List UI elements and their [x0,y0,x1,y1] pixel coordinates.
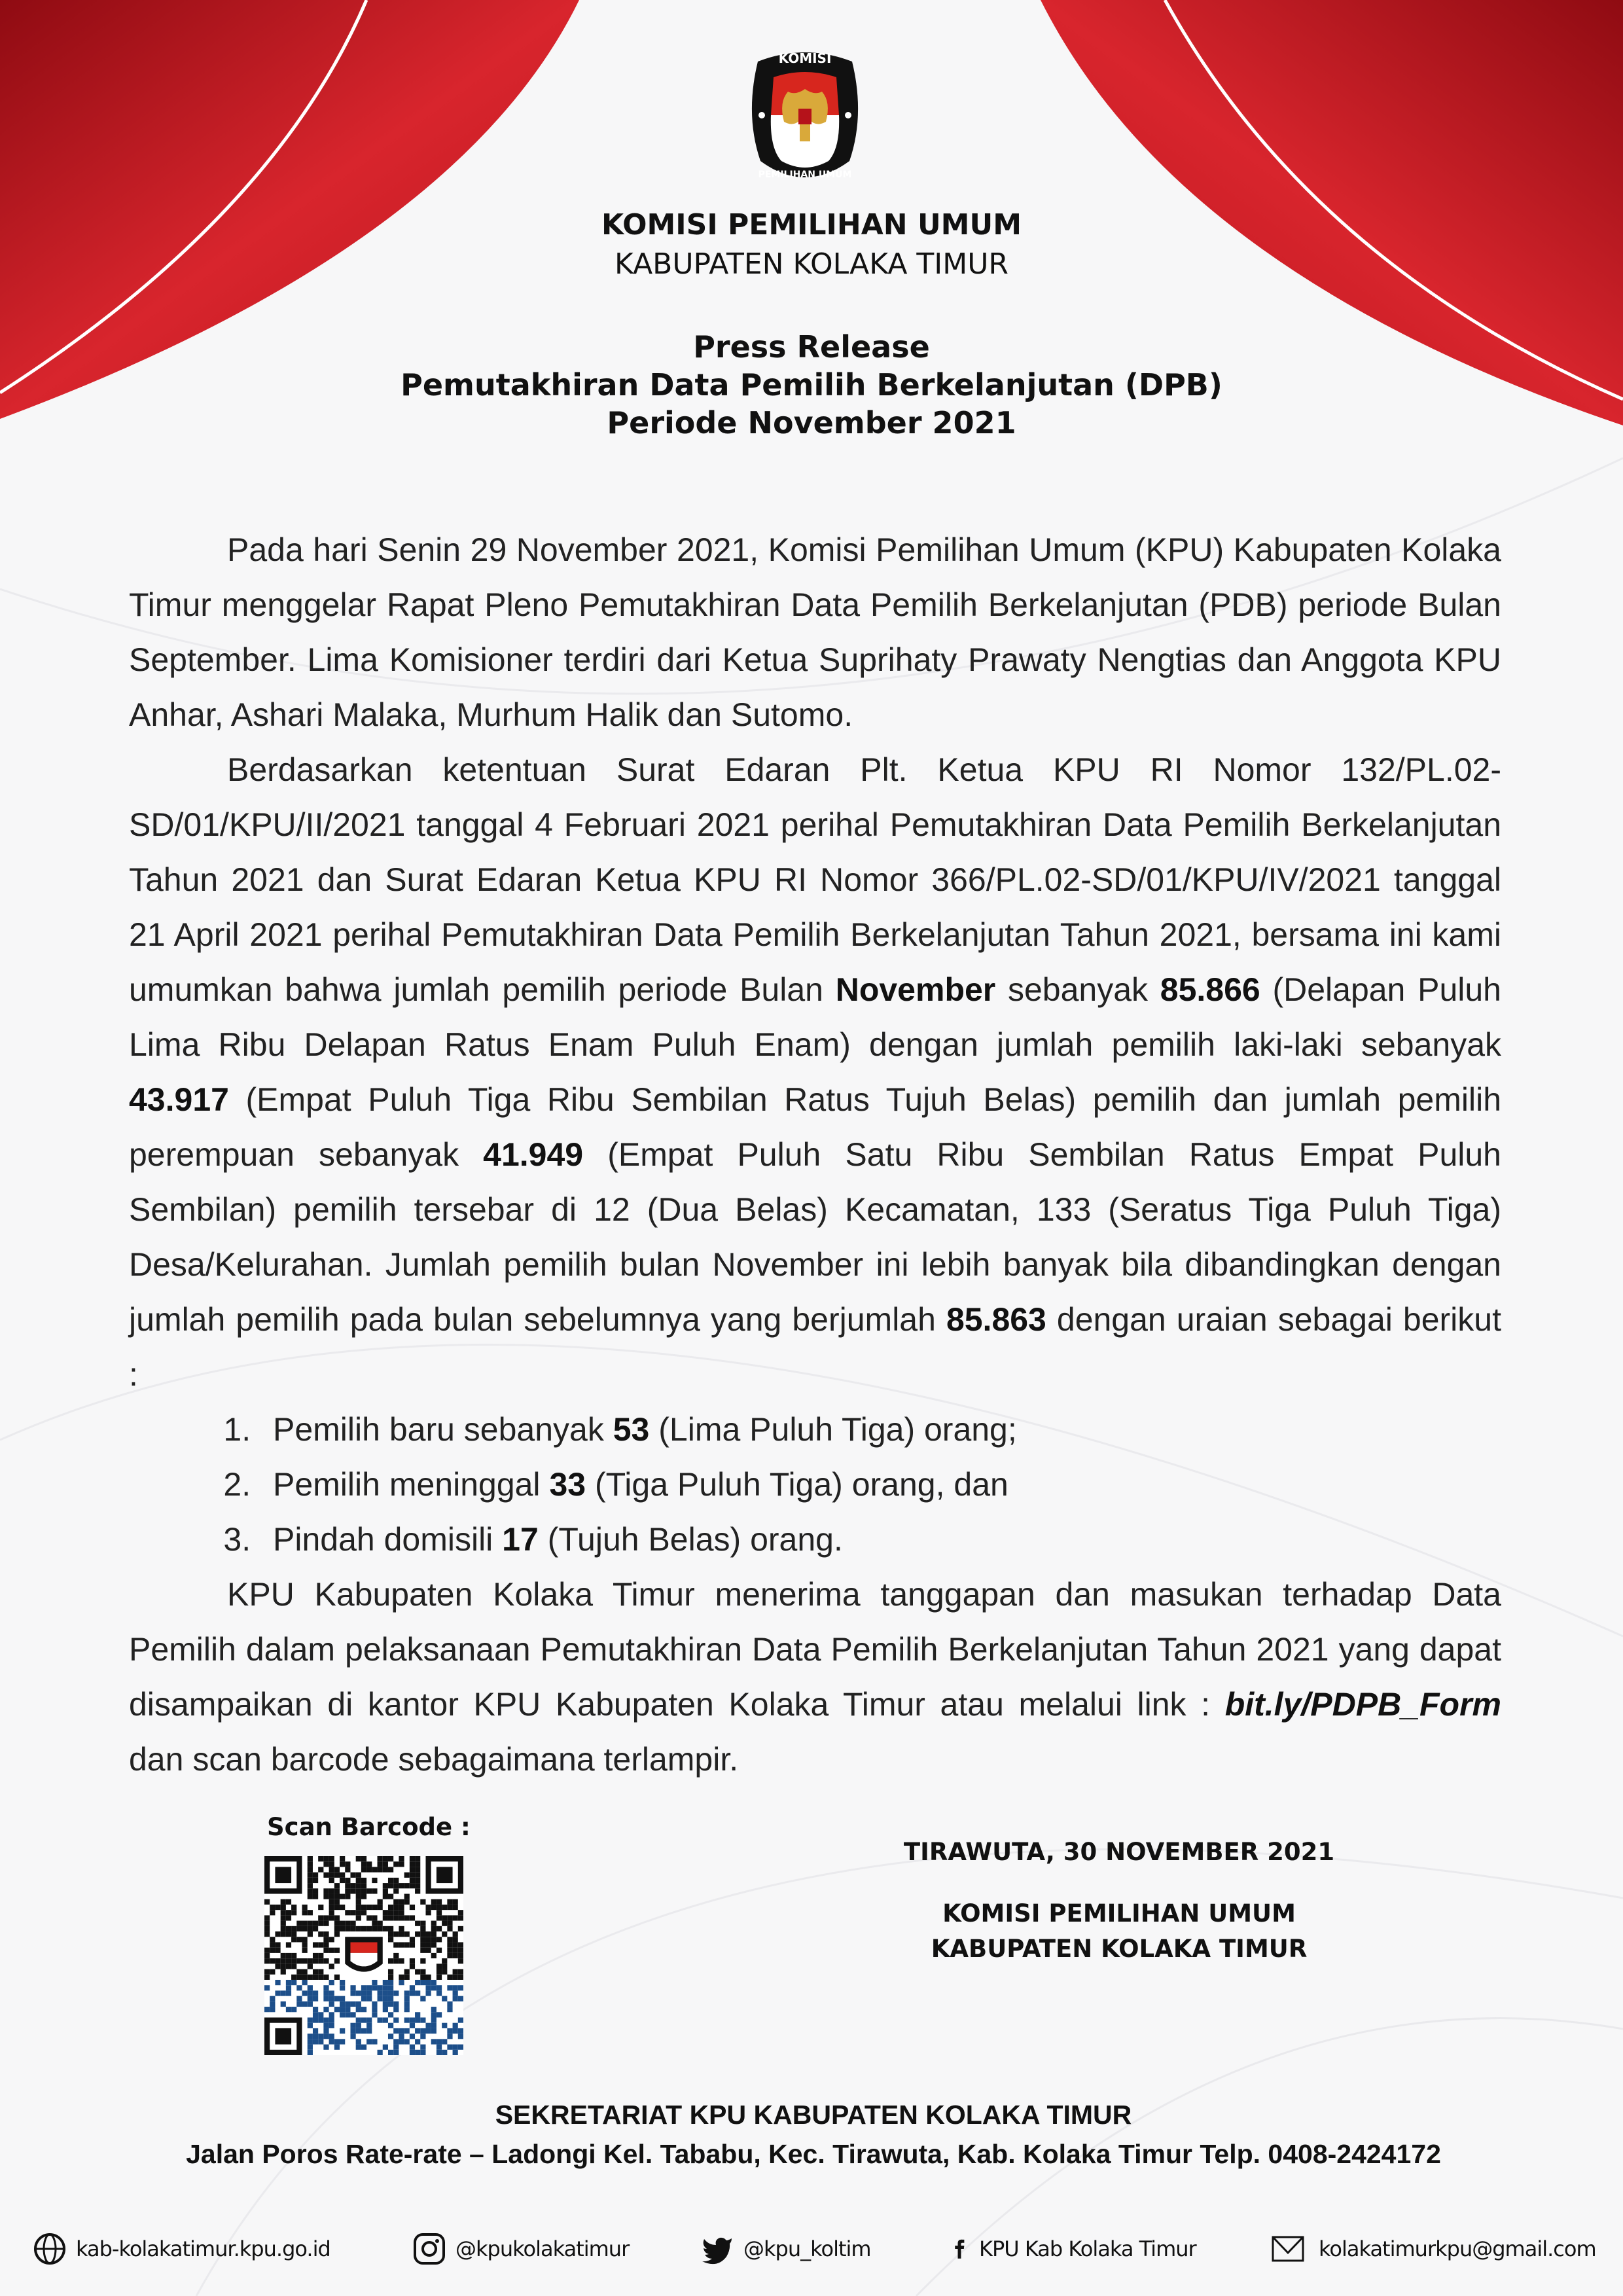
previous-total: 85.863 [946,1301,1046,1338]
list-item [260,1457,1501,1512]
closing-section [129,1813,1501,2068]
press-release-body [129,522,1501,1787]
changes-list [129,1402,1501,1567]
list-item [260,1512,1501,1567]
text: Pemilih baru sebanyak [273,1411,613,1448]
mail-icon [1266,2232,1310,2266]
doc-period: Periode November 2021 [607,405,1016,440]
form-link[interactable]: bit.ly/PDPB_Form [1224,1686,1501,1723]
paragraph-2 [129,742,1501,1402]
text: (Empat Puluh Tiga Ribu Sembilan Ratus Tujuh Belas) pemilih dan jumlah pemilih perempuan sebanyak [129,1081,1501,1173]
text: sebanyak [995,971,1160,1008]
text: (Lima Puluh Tiga) orang; [649,1411,1017,1448]
website-text: kab-kolakatimur.kpu.go.id [76,2236,330,2261]
footer-secretariat: SEKRETARIAT KPU KABUPATEN KOLAKA TIMUR [495,2100,1132,2130]
female-voters: 41.949 [483,1136,584,1173]
signature-region: KABUPATEN KOLAKA TIMUR [931,1935,1308,1963]
new-voters: 53 [613,1411,650,1448]
signature-place-date: TIRAWUTA, 30 NOVEMBER 2021 [903,1838,1335,1866]
facebook-text: KPU Kab Kolaka Timur [979,2236,1196,2261]
list-item [260,1402,1501,1457]
twitter-icon [700,2232,734,2266]
instagram-icon [412,2232,446,2266]
text: Pemilih meninggal [273,1466,550,1503]
website-link[interactable] [33,2231,330,2267]
text: (Tiga Puluh Tiga) orang, dan [586,1466,1008,1503]
text: Pindah domisili [273,1521,503,1558]
barcode-label: Scan Barcode : [267,1813,471,1841]
org-name: KOMISI PEMILIHAN UMUM [601,208,1022,242]
email-link[interactable] [1266,2231,1596,2267]
qr-code[interactable] [263,1856,465,2055]
text: (Empat Puluh Satu Ribu Sembilan Ratus Empat Puluh Sembilan) pemilih tersebar di 12 (Dua Belas) Kecamatan, 133 (Seratus Tiga Puluh Tiga) Desa/Kelurahan. Jumlah pemilih bulan November ini lebih banyak bila dibandingkan dengan jumlah pemilih pada bulan sebelumnya yang berjumlah [129,1136,1501,1338]
kpu-logo [745,43,865,187]
main-content [129,522,1501,2068]
footer-address: Jalan Poros Rate-rate – Ladongi Kel. Tababu, Kec. Tirawuta, Kab. Kolaka Timur Telp. 0408-2424172 [186,2139,1441,2169]
facebook-icon [949,2232,970,2266]
svg-text:KOMISI: KOMISI [778,50,832,66]
doc-title: Press Release [693,329,930,365]
text: Berdasarkan ketentuan Surat Edaran Plt. Ketua KPU RI Nomor 132/PL.02-SD/01/KPU/II/2021 tanggal 4 Februari 2021 perihal Pemutakhiran Data Pemilih Berkelanjutan Tahun 2021 dan Surat Edaran Ketua KPU RI Nomor 366/PL.02-SD/01/KPU/IV/2021 tanggal 21 April 2021 perihal Pemutakhiran Data Pemilih Berkelanjutan Tahun 2021, bersama ini kami umumkan bahwa jumlah pemilih periode Bulan [129,751,1501,1008]
text: (Tujuh Belas) orang. [538,1521,843,1558]
paragraph-3 [129,1567,1501,1787]
globe-icon [33,2232,67,2266]
twitter-text: @kpu_koltim [743,2236,871,2261]
text: (Delapan Puluh Lima Ribu Delapan Ratus Enam Puluh Enam) dengan jumlah pemilih laki-laki sebanyak [129,971,1501,1063]
deceased-voters: 33 [549,1466,586,1503]
text: dan scan barcode sebagaimana terlampir. [129,1741,739,1778]
instagram-text: @kpukolakatimur [455,2236,630,2261]
paragraph-1: Pada hari Senin 29 November 2021, Komisi Pemilihan Umum (KPU) Kabupaten Kolaka Timur menggelar Rapat Pleno Pemutakhiran Data Pemilih Berkelanjutan (PDB) periode Bulan September. Lima Komisioner terdiri dari Ketua Suprihaty Prawaty Nengtias dan Anggota KPU Anhar, Ashari Malaka, Murhum Halik dan Sutomo. [129,531,1501,733]
twitter-link[interactable] [700,2231,871,2267]
instagram-link[interactable] [412,2231,629,2267]
svg-text:PEMILIHAN UMUM: PEMILIHAN UMUM [758,170,852,180]
text: KPU Kabupaten Kolaka Timur menerima tanggapan dan masukan terhadap Data Pemilih dalam pelaksanaan Pemutakhiran Data Pemilih Berkelanjutan Tahun 2021 yang dapat disampaikan di kantor KPU Kabupaten Kolaka Timur atau melalui link : [129,1576,1501,1723]
signature-org: KOMISI PEMILIHAN UMUM [942,1899,1296,1928]
moved-voters: 17 [502,1521,539,1558]
doc-subtitle: Pemutakhiran Data Pemilih Berkelanjutan (DPB) [401,367,1222,403]
male-voters: 43.917 [129,1081,229,1118]
month: November [835,971,996,1008]
facebook-link[interactable] [949,2231,1196,2267]
org-region: KABUPATEN KOLAKA TIMUR [614,247,1008,281]
text: dengan uraian sebagai berikut : [129,1301,1501,1393]
total-voters: 85.866 [1160,971,1260,1008]
email-text: kolakatimurkpu@gmail.com [1319,2236,1596,2261]
